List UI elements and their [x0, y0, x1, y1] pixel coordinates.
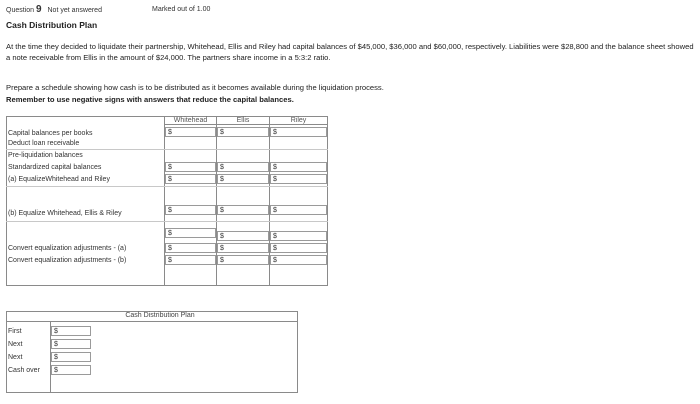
input-ellis-capital[interactable]: $ [217, 127, 269, 137]
input-plan-next-2[interactable]: $ [51, 352, 91, 362]
input-ellis-standardized[interactable]: $ [217, 174, 269, 184]
column-header-riley: Riley [290, 117, 307, 124]
input-plan-first[interactable]: $ [51, 326, 91, 336]
input-ellis-equalize-b[interactable]: $ [217, 231, 269, 241]
input-riley-equalize-b[interactable]: $ [270, 231, 327, 241]
input-riley-convert-b[interactable]: $ [270, 255, 327, 265]
input-whitehead-convert-b[interactable]: $ [165, 255, 216, 265]
row-label-deduct-loan: Deduct loan receivable [8, 140, 80, 147]
row-label-standardized: Standardized capital balances [8, 164, 102, 171]
input-whitehead-equalize-b[interactable]: $ [165, 228, 216, 238]
column-header-whitehead: Whitehead [173, 117, 208, 124]
row-label-pre-liquidation: Pre-liquidation balances [8, 152, 83, 159]
plan-row-first: First [8, 328, 22, 335]
row-label-capital-balances: Capital balances per books [8, 130, 93, 137]
row-label-convert-b: Convert equalization adjustments - (b) [8, 257, 127, 264]
cash-plan-title: Cash Distribution Plan [125, 312, 195, 319]
input-ellis-pre-liquidation[interactable]: $ [217, 162, 269, 172]
column-header-ellis: Ellis [236, 117, 250, 124]
input-riley-capital[interactable]: $ [270, 127, 327, 137]
question-header [6, 4, 102, 15]
instruction-text: Prepare a schedule showing how cash is to be distributed as it becomes available during the liquidation process. [6, 83, 384, 92]
question-status: Not yet answered [47, 7, 102, 14]
input-whitehead-standardized[interactable]: $ [165, 174, 216, 184]
input-riley-equalize-a[interactable]: $ [270, 205, 327, 215]
input-whitehead-convert-a[interactable]: $ [165, 243, 216, 253]
input-whitehead-capital[interactable]: $ [165, 127, 216, 137]
question-number: 9 [35, 4, 42, 15]
input-plan-cash-over[interactable]: $ [51, 365, 91, 375]
row-label-equalize-a: (a) EqualizeWhitehead and Riley [8, 176, 110, 183]
input-ellis-equalize-a[interactable]: $ [217, 205, 269, 215]
question-marks: Marked out of 1.00 [152, 6, 211, 13]
plan-row-next-2: Next [8, 354, 23, 361]
plan-row-next-1: Next [8, 341, 23, 348]
reminder-text: Remember to use negative signs with answers that reduce the capital balances. [6, 95, 294, 104]
plan-row-cash-over: Cash over [8, 367, 40, 374]
input-plan-next-1[interactable]: $ [51, 339, 91, 349]
input-whitehead-equalize-a[interactable]: $ [165, 205, 216, 215]
input-whitehead-pre-liquidation[interactable]: $ [165, 162, 216, 172]
input-ellis-convert-a[interactable]: $ [217, 243, 269, 253]
input-riley-standardized[interactable]: $ [270, 174, 327, 184]
input-riley-pre-liquidation[interactable]: $ [270, 162, 327, 172]
input-riley-convert-a[interactable]: $ [270, 243, 327, 253]
row-label-convert-a: Convert equalization adjustments - (a) [8, 245, 127, 252]
problem-text: At the time they decided to liquidate their partnership, Whitehead, Ellis and Riley had capital balances of $45,000, $36,000 and $60,000, respectively. Liabilities were $28,800 and the balance sheet showed a note receivable from Ellis in the amount of $24,000. The partners share income in a 5:3:2 ratio. [6, 42, 694, 62]
input-ellis-convert-b[interactable]: $ [217, 255, 269, 265]
row-label-equalize-b: (b) Equalize Whitehead, Ellis & Riley [8, 210, 122, 217]
page-title: Cash Distribution Plan [6, 20, 98, 30]
question-label: Question [6, 7, 35, 14]
